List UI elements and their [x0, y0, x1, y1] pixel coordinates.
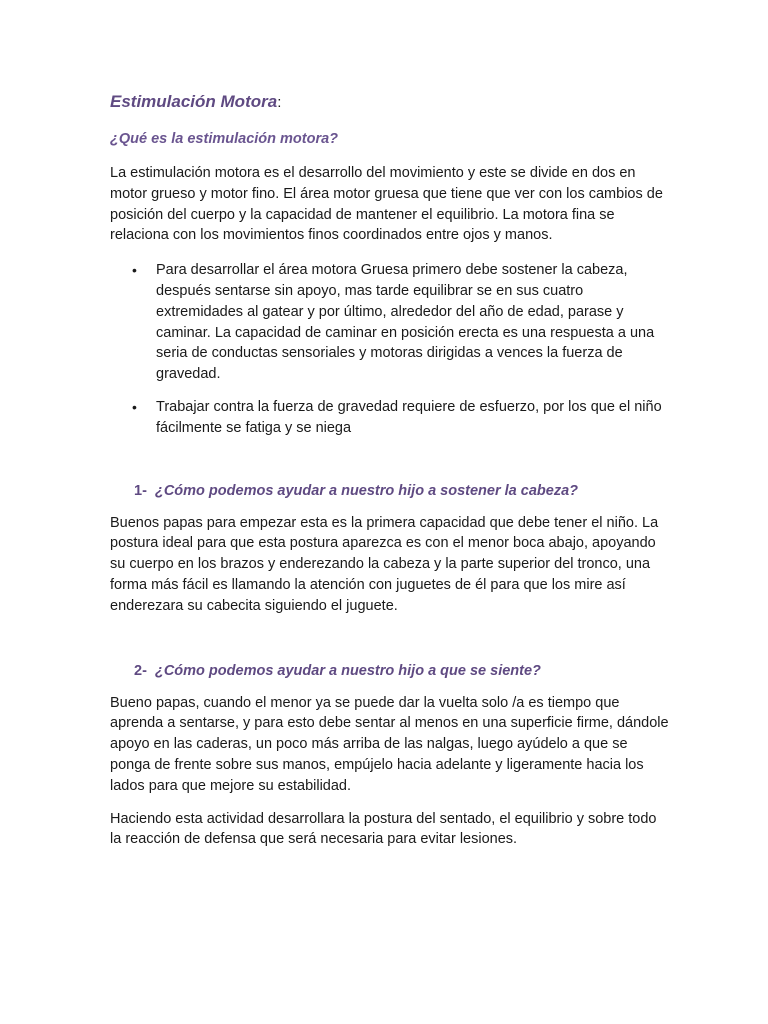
bullet-dot: •	[132, 262, 137, 279]
document-title	[110, 90, 670, 115]
bullet-text: Trabajar contra la fuerza de gravedad requiere de esfuerzo, por los que el niño fácilmente se fatiga y se niega	[156, 398, 662, 436]
bullet-list	[110, 260, 670, 438]
document-page	[110, 90, 670, 850]
bullet-dot: •	[132, 398, 137, 415]
heading-text: ¿Cómo podemos ayudar a nuestro hijo a sostener la cabeza?	[154, 482, 578, 499]
section-2-paragraph-2: Haciendo esta actividad desarrollara la postura del sentado, el equilibrio y sobre todo la reacción de defensa que será necesaria para evitar lesiones.	[110, 810, 657, 848]
bullet-text: Para desarrollar el área motora Gruesa primero debe sostener la cabeza, después sentarse sin apoyo, mas tarde equilibrar se en sus cuatro extremidades al gatear y por último, alrededor del año de edad, parase y caminar. La capacidad de caminar en posición erecta es una respuesta a una seria de conductas sensoriales y motoras dirigidas a vences la fuerza de gravedad.	[156, 262, 655, 383]
section-1-paragraph: Buenos papas para empezar esta es la primera capacidad que debe tener el niño. La postura ideal para que esta postura aparezca es con el menor boca abajo, apoyando su cuerpo en los brazos y enderezando la cabeza y la parte superior del tronco, una forma más fácil es llamando la atención con juguetes de él para que los mire así enderezara su cabecita siguiendo el juguete.	[110, 514, 659, 614]
bullet-item	[110, 397, 670, 439]
section-subtitle: ¿Qué es la estimulación motora?	[110, 131, 339, 147]
heading-text: ¿Cómo podemos ayudar a nuestro hijo a que se siente?	[154, 662, 541, 679]
title-colon: :	[277, 94, 282, 111]
bullet-item	[110, 260, 670, 385]
numbered-heading-2	[110, 661, 670, 681]
title-text: Estimulación Motora	[110, 92, 278, 111]
intro-paragraph: La estimulación motora es el desarrollo del movimiento y este se divide en dos en motor grueso y motor fino. El área motor gruesa que tiene que ver con los cambios de posición del cuerpo y la capacidad de mantener el equilibrio. La motora fina se relaciona con los movimientos finos coordinados entre ojos y manos.	[110, 165, 663, 244]
heading-number: 1-	[134, 482, 147, 499]
numbered-heading-1	[110, 481, 670, 501]
section-2-paragraph-1: Bueno papas, cuando el menor ya se puede dar la vuelta solo /a es tiempo que aprenda a sentarse, y para esto debe sentar al menos en una superficie firme, dándole apoyo en las caderas, un poco más arriba de las nalgas, luego ayúdelo a que se ponga de frente sobre sus manos, empújelo hacia adelante y ligeramente hacia los lados para que mejore su estabilidad.	[110, 694, 669, 794]
heading-number: 2-	[134, 662, 147, 679]
